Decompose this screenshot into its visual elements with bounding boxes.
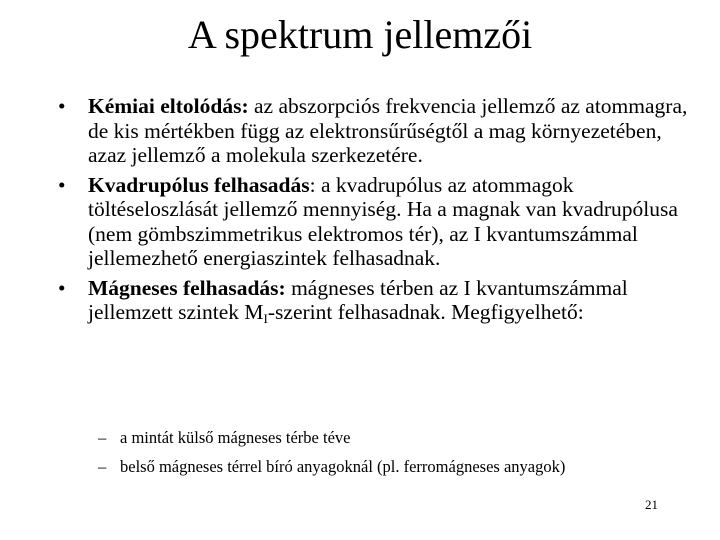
- bullet-list: [58, 94, 698, 337]
- dash-marker: –: [98, 428, 107, 447]
- bullet-text-continued: -szerint felhasadnak. Megfigyelhető:: [267, 300, 584, 324]
- page-number: 21: [645, 497, 658, 512]
- bullet-text: az abszorpciós frekvencia jellemző az atommagra, de kis mértékben függ az elektronsűrűségtől a mag környezetében, azaz jellemző a molekula szerkezetére.: [88, 94, 688, 167]
- subscript: I: [263, 311, 268, 326]
- bullet-text: : a kvadrupólus az atommagok töltéseloszlását jellemző mennyiség. Ha a magnak van kvadrupólusa (nem gömbszimmetrikus elektromos tér), az I kvantumszámmal jellemezhető energiaszintek felhasadnak.: [88, 172, 678, 270]
- sub-bullet-item: [98, 428, 698, 448]
- bullet-term: Kémiai eltolódás:: [88, 94, 249, 118]
- bullet-term: Mágneses felhasadás:: [88, 275, 286, 300]
- bullet-item-chemical-shift: [58, 94, 698, 168]
- bullet-text: mágneses térben az I kvantumszámmal jellemzett szintek M: [88, 275, 628, 324]
- bullet-item-quadrupole-splitting: [58, 173, 698, 271]
- sub-bullet-item: [98, 457, 698, 477]
- bullet-marker: •: [58, 275, 66, 300]
- sub-bullet-list: [98, 428, 698, 486]
- sub-bullet-text: a mintát külső mágneses térbe téve: [120, 428, 351, 447]
- sub-bullet-text: belső mágneses térrel bíró anyagoknál (pl. ferromágneses anyagok): [120, 457, 566, 476]
- bullet-marker: •: [58, 172, 66, 197]
- bullet-marker: •: [58, 94, 66, 118]
- dash-marker: –: [98, 457, 107, 476]
- bullet-term: Kvadrupólus felhasadás: [88, 172, 310, 197]
- slide-title: A spektrum jellemzői: [187, 12, 533, 57]
- bullet-item-magnetic-splitting: [58, 276, 698, 332]
